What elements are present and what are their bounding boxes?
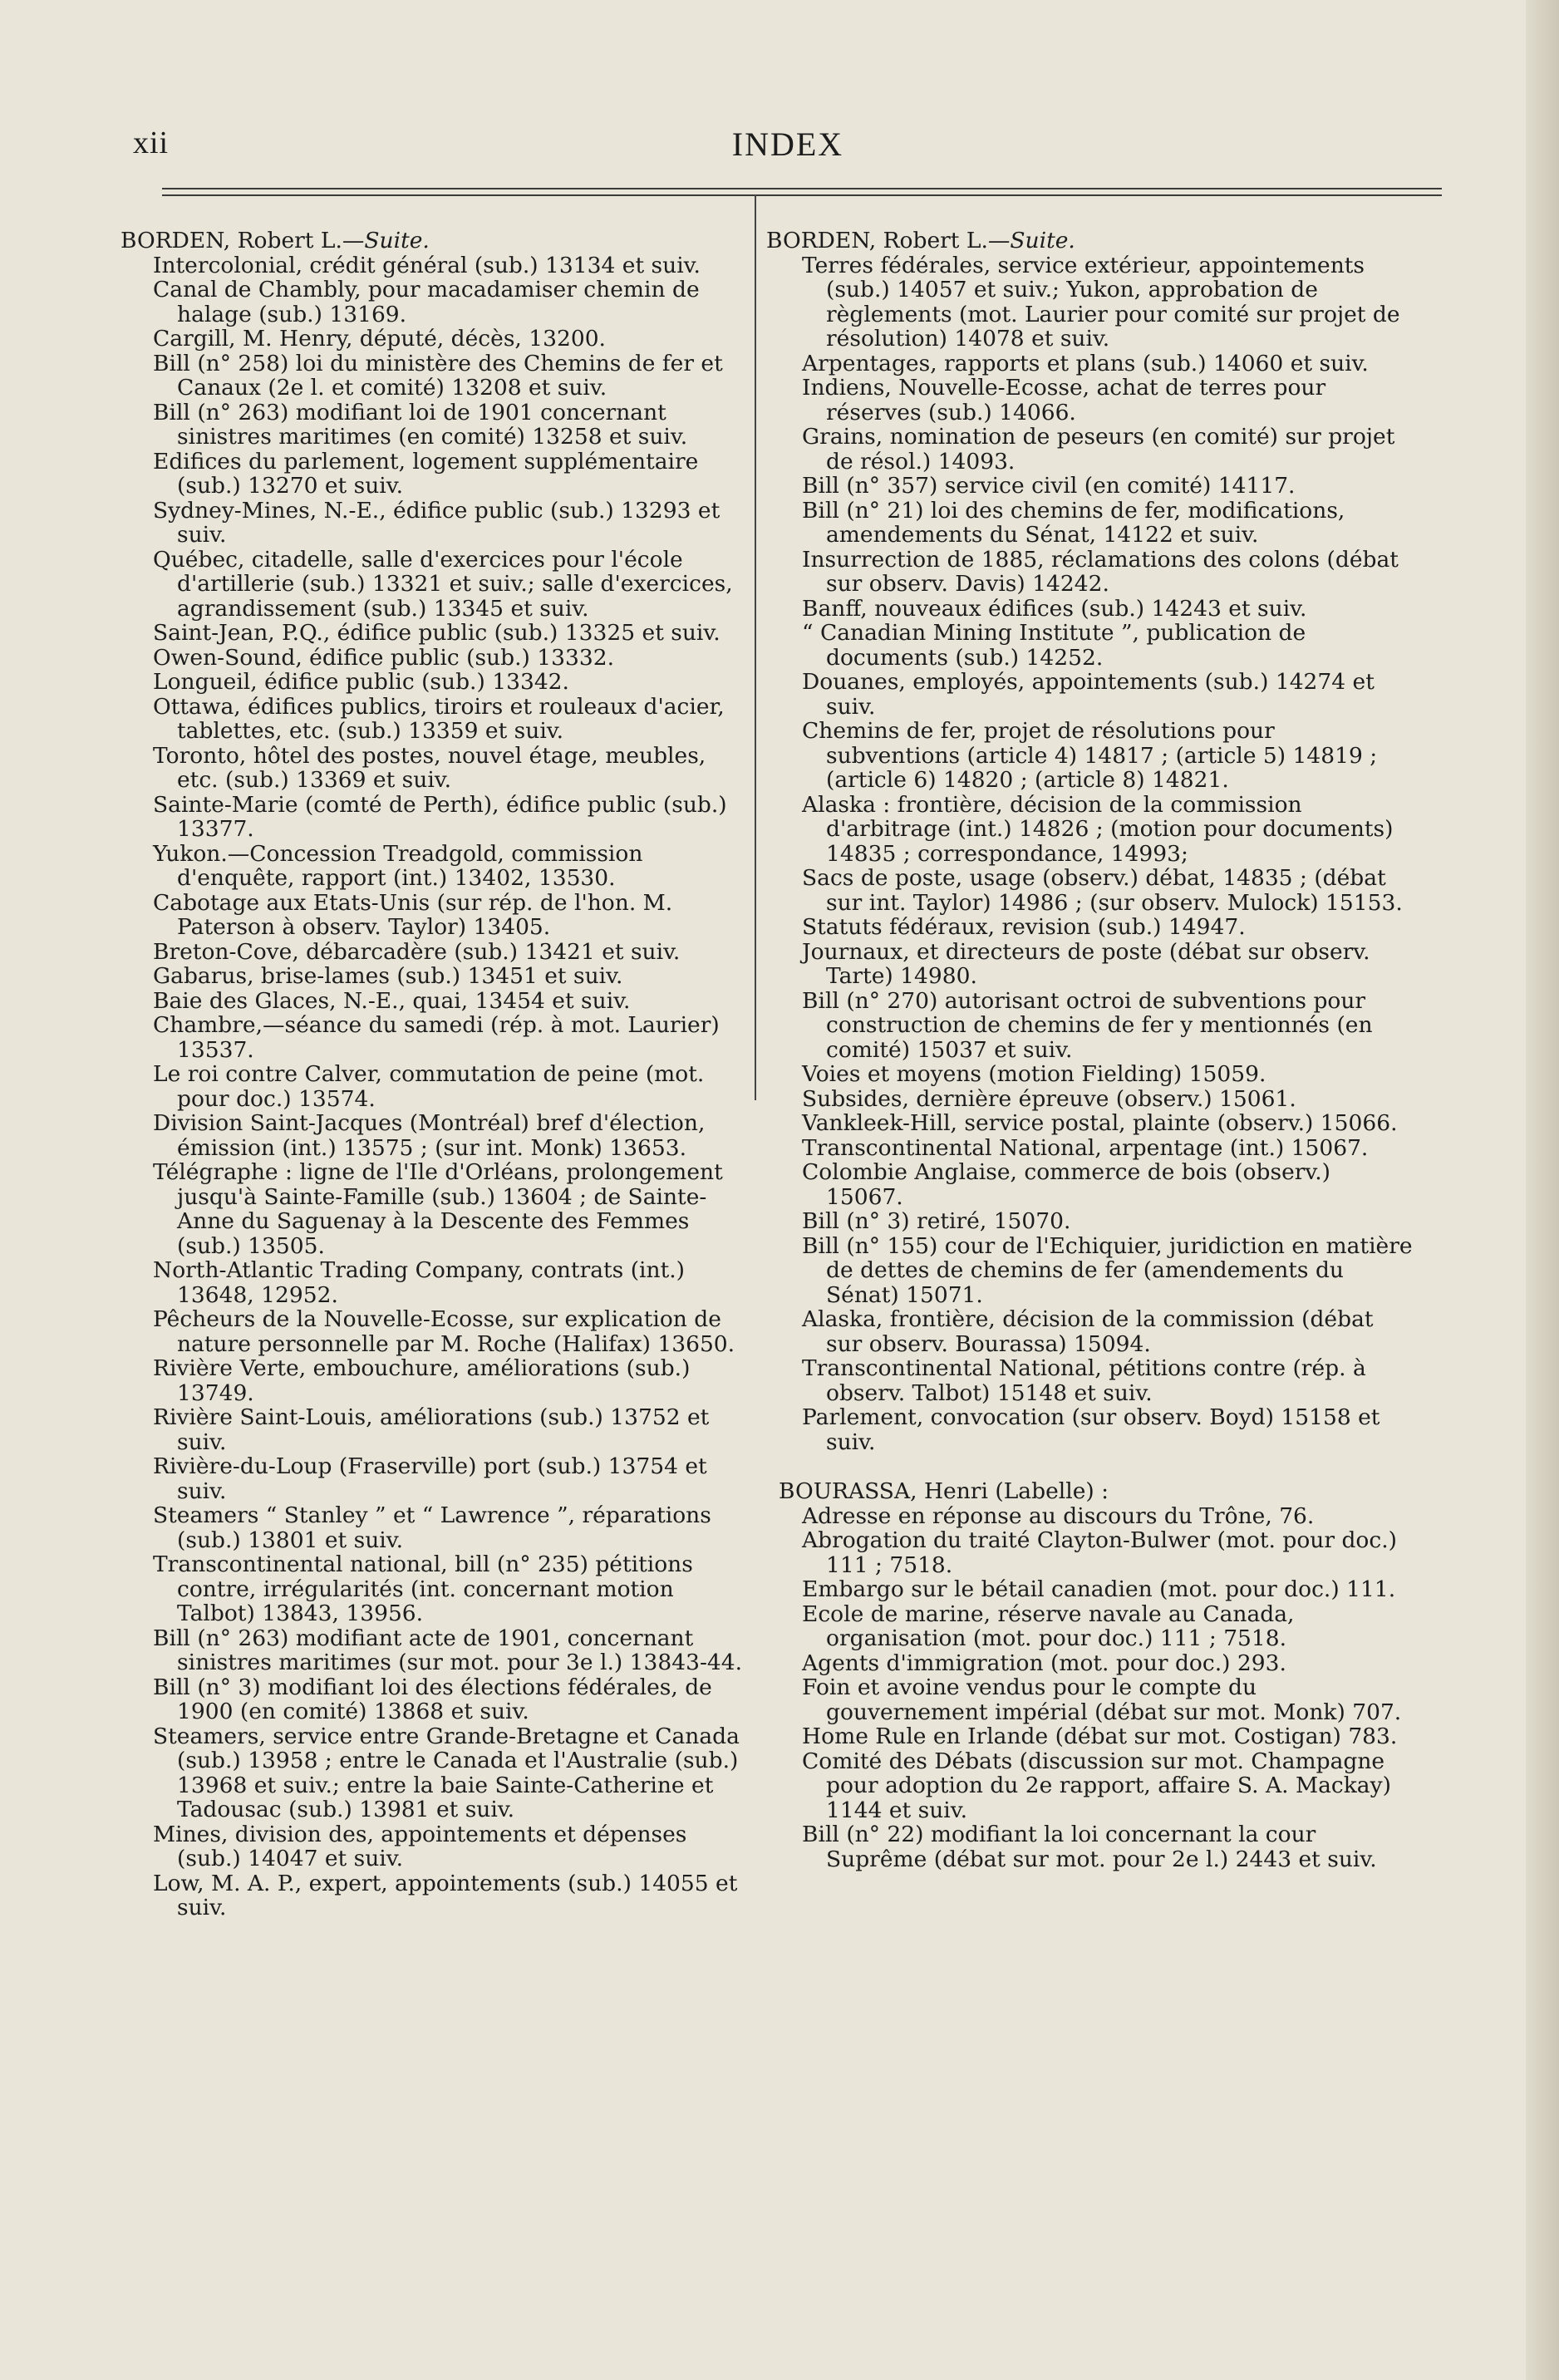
index-entry: Journaux, et directeurs de poste (débat sur observ. Tarte) 14980.: [802, 938, 1370, 989]
index-entry: Voies et moyens (motion Fielding) 15059.: [802, 1061, 1266, 1087]
index-entry: Intercolonial, crédit général (sub.) 13134 et suiv.: [153, 252, 701, 278]
right-heading-suite: —Suite.: [987, 228, 1075, 253]
right-heading-name: BORDEN, Robert L.: [766, 228, 988, 253]
index-entry: Rivière-du-Loup (Fraserville) port (sub.) 13754 et suiv.: [153, 1453, 707, 1504]
left-entries-list: [120, 253, 744, 1920]
index-entry: Toronto, hôtel des postes, nouvel étage, meubles, etc. (sub.) 13369 et suiv.: [153, 742, 706, 793]
index-entry: Agents d'immigration (mot. pour doc.) 293.: [802, 1650, 1286, 1676]
index-entry: Low, M. A. P., expert, appointements (sub.) 14055 et suiv.: [153, 1870, 738, 1920]
index-entry: Adresse en réponse au discours du Trône, 76.: [802, 1502, 1315, 1529]
index-entry: Baie des Glaces, N.-E., quai, 13454 et suiv.: [153, 987, 631, 1014]
index-entry: Alaska : frontière, décision de la commission d'arbitrage (int.) 14826 ; (motion pour documents) 14835 ; correspondance, 14993;: [802, 791, 1394, 867]
page-edge-shadow: [1526, 0, 1559, 2380]
running-title: INDEX: [731, 125, 844, 163]
index-entry: Mines, division des, appointements et dépenses (sub.) 14047 et suiv.: [153, 1821, 687, 1871]
index-entry: Edifices du parlement, logement supplémentaire (sub.) 13270 et suiv.: [153, 448, 699, 499]
index-entry: Transcontinental National, arpentage (int.) 15067.: [802, 1134, 1369, 1161]
index-entry: Transcontinental national, bill (n° 235) pétitions contre, irrégularités (int. concernant motion Talbot) 13843, 13956.: [153, 1551, 693, 1626]
right-heading-2: BOURASSA, Henri (Labelle) :: [779, 1478, 1109, 1504]
index-entry: Parlement, convocation (sur observ. Boyd) 15158 et suiv.: [802, 1404, 1380, 1455]
index-entry: Sainte-Marie (comté de Perth), édifice public (sub.) 13377.: [153, 791, 727, 842]
index-entry: Cabotage aux Etats-Unis (sur rép. de l'hon. M. Paterson à observ. Taylor) 13405.: [153, 889, 673, 940]
index-entry: Comité des Débats (discussion sur mot. Champagne pour adoption du 2e rapport, affaire S. A. Mackay) 1144 et suiv.: [802, 1748, 1391, 1823]
index-entry: Chemins de fer, projet de résolutions pour subventions (article 4) 14817 ; (article 5) 14819 ; (article 6) 14820 ; (article 8) 14821.: [802, 718, 1378, 793]
index-entry: Bill (n° 270) autorisant octroi de subventions pour construction de chemins de fer y mentionnés (en comité) 15037 et suiv.: [802, 987, 1373, 1063]
index-entry: Télégraphe : ligne de l'Ile d'Orléans, prolongement jusqu'à Sainte-Famille (sub.) 13604 ; de Sainte-Anne du Saguenay à la Descente des Femmes (sub.) 13505.: [153, 1159, 723, 1259]
index-entry: Division Saint-Jacques (Montréal) bref d'élection, émission (int.) 13575 ; (sur int. Monk) 13653.: [153, 1110, 706, 1161]
left-heading-name: BORDEN, Robert L.: [120, 228, 342, 253]
index-entry: Bill (n° 22) modifiant la loi concernant la cour Suprême (débat sur mot. pour 2e l.) 2443 et suiv.: [802, 1822, 1377, 1872]
right-entries2-list: [766, 1504, 1414, 1872]
index-entry: Abrogation du traité Clayton-Bulwer (mot. pour doc.) 111 ; 7518.: [802, 1527, 1397, 1578]
header-rule-top: [162, 188, 1442, 189]
index-entry: Colombie Anglaise, commerce de bois (observ.) 15067.: [802, 1159, 1331, 1210]
index-entry: Pêcheurs de la Nouvelle-Ecosse, sur explication de nature personnelle par M. Roche (Halifax) 13650.: [153, 1306, 735, 1357]
index-entry: Saint-Jean, P.Q., édifice public (sub.) 13325 et suiv.: [153, 620, 720, 646]
index-entry: Foin et avoine vendus pour le compte du gouvernement impérial (débat sur mot. Monk) 707.: [802, 1674, 1402, 1725]
index-entry: Rivière Saint-Louis, améliorations (sub.) 13752 et suiv.: [153, 1404, 710, 1455]
header-rule-bottom: [162, 194, 1442, 196]
section-gap: [766, 1454, 1414, 1479]
index-entry: Embargo sur le bétail canadien (mot. pour doc.) 111.: [802, 1576, 1396, 1602]
index-entry: Chambre,—séance du samedi (rép. à mot. Laurier) 13537.: [153, 1012, 720, 1063]
index-entry: Québec, citadelle, salle d'exercices pour l'école d'artillerie (sub.) 13321 et suiv.; salle d'exercices, agrandissement (sub.) 13345 et suiv.: [153, 546, 733, 622]
index-entry: Yukon.—Concession Treadgold, commission d'enquête, rapport (int.) 13402, 13530.: [153, 840, 643, 891]
index-entry: Bill (n° 155) cour de l'Echiquier, juridiction en matière de dettes de chemins de fer (amendements du Sénat) 15071.: [802, 1232, 1413, 1308]
index-entry: Steamers “ Stanley ” et “ Lawrence ”, réparations (sub.) 13801 et suiv.: [153, 1502, 711, 1553]
left-heading: [120, 229, 744, 253]
index-entry: Bill (n° 3) retiré, 15070.: [802, 1208, 1071, 1234]
page-number: xii: [133, 125, 170, 160]
index-entry: Sydney-Mines, N.-E., édifice public (sub.) 13293 et suiv.: [153, 497, 720, 548]
index-entry: Bill (n° 258) loi du ministère des Chemins de fer et Canaux (2e l. et comité) 13208 et suiv.: [153, 350, 723, 401]
index-entry: Bill (n° 21) loi des chemins de fer, modifications, amendements du Sénat, 14122 et suiv.: [802, 497, 1345, 548]
index-entry: Terres fédérales, service extérieur, appointements (sub.) 14057 et suiv.; Yukon, approbation de règlements (mot. Laurier pour comité sur projet de résolution) 14078 et suiv.: [802, 252, 1400, 352]
index-entry: Steamers, service entre Grande-Bretagne et Canada (sub.) 13958 ; entre le Canada et l'Australie (sub.) 13968 et suiv.; entre la baie Sainte-Catherine et Tadousac (sub.) 13981 et suiv.: [153, 1723, 740, 1822]
index-entry: Bill (n° 357) service civil (en comité) 14117.: [802, 473, 1296, 499]
index-entry: Ecole de marine, réserve navale au Canada, organisation (mot. pour doc.) 111 ; 7518.: [802, 1601, 1295, 1651]
index-entry: Alaska, frontière, décision de la commission (débat sur observ. Bourassa) 15094.: [802, 1306, 1374, 1357]
index-entry: Arpentages, rapports et plans (sub.) 14060 et suiv.: [802, 350, 1369, 376]
index-entry: North-Atlantic Trading Company, contrats (int.) 13648, 12952.: [153, 1257, 685, 1308]
index-entry: Statuts fédéraux, revision (sub.) 14947.: [802, 914, 1246, 940]
left-column: [120, 229, 744, 1920]
index-entry: Owen-Sound, édifice public (sub.) 13332.: [153, 644, 614, 671]
right-column: [766, 229, 1414, 1871]
index-entry: Bill (n° 263) modifiant loi de 1901 concernant sinistres maritimes (en comité) 13258 et suiv.: [153, 399, 688, 450]
right-entries-list: [766, 253, 1414, 1455]
index-entry: “ Canadian Mining Institute ”, publication de documents (sub.) 14252.: [802, 620, 1306, 671]
left-heading-suite: —Suite.: [342, 228, 430, 253]
index-entry: Ottawa, édifices publics, tiroirs et rouleaux d'acier, tablettes, etc. (sub.) 13359 et suiv.: [153, 693, 725, 744]
index-entry: Douanes, employés, appointements (sub.) 14274 et suiv.: [802, 669, 1375, 720]
index-entry: Longueil, édifice public (sub.) 13342.: [153, 669, 569, 695]
index-entry: Insurrection de 1885, réclamations des colons (débat sur observ. Davis) 14242.: [802, 546, 1399, 597]
index-entry: Rivière Verte, embouchure, améliorations (sub.) 13749.: [153, 1355, 691, 1406]
column-divider: [755, 194, 756, 1100]
index-entry: Sacs de poste, usage (observ.) débat, 14835 ; (débat sur int. Taylor) 14986 ; (sur observ. Mulock) 15153.: [802, 865, 1403, 916]
page-header: [133, 125, 1443, 175]
index-entry: Cargill, M. Henry, député, décès, 13200.: [153, 326, 606, 352]
right-heading: [766, 229, 1414, 253]
index-entry: Grains, nomination de peseurs (en comité) sur projet de résol.) 14093.: [802, 424, 1395, 475]
index-entry: Vankleek-Hill, service postal, plainte (observ.) 15066.: [802, 1110, 1398, 1136]
index-entry: Transcontinental National, pétitions contre (rép. à observ. Talbot) 15148 et suiv.: [802, 1355, 1366, 1406]
index-entry: Indiens, Nouvelle-Ecosse, achat de terres pour réserves (sub.) 14066.: [802, 375, 1326, 425]
index-entry: Bill (n° 263) modifiant acte de 1901, concernant sinistres maritimes (sur mot. pour 3e l.) 13843-44.: [153, 1625, 743, 1675]
index-entry: Subsides, dernière épreuve (observ.) 15061.: [802, 1085, 1296, 1112]
index-entry: Home Rule en Irlande (débat sur mot. Costigan) 783.: [802, 1724, 1398, 1749]
index-entry: Canal de Chambly, pour macadamiser chemin de halage (sub.) 13169.: [153, 277, 700, 327]
index-entry: Breton-Cove, débarcadère (sub.) 13421 et suiv.: [153, 938, 681, 965]
index-entry: Banff, nouveaux édifices (sub.) 14243 et suiv.: [802, 595, 1307, 622]
index-entry: Bill (n° 3) modifiant loi des élections fédérales, de 1900 (en comité) 13868 et suiv.: [153, 1674, 712, 1724]
index-entry: Gabarus, brise-lames (sub.) 13451 et suiv.: [153, 963, 623, 989]
index-entry: Le roi contre Calver, commutation de peine (mot. pour doc.) 13574.: [153, 1061, 705, 1112]
